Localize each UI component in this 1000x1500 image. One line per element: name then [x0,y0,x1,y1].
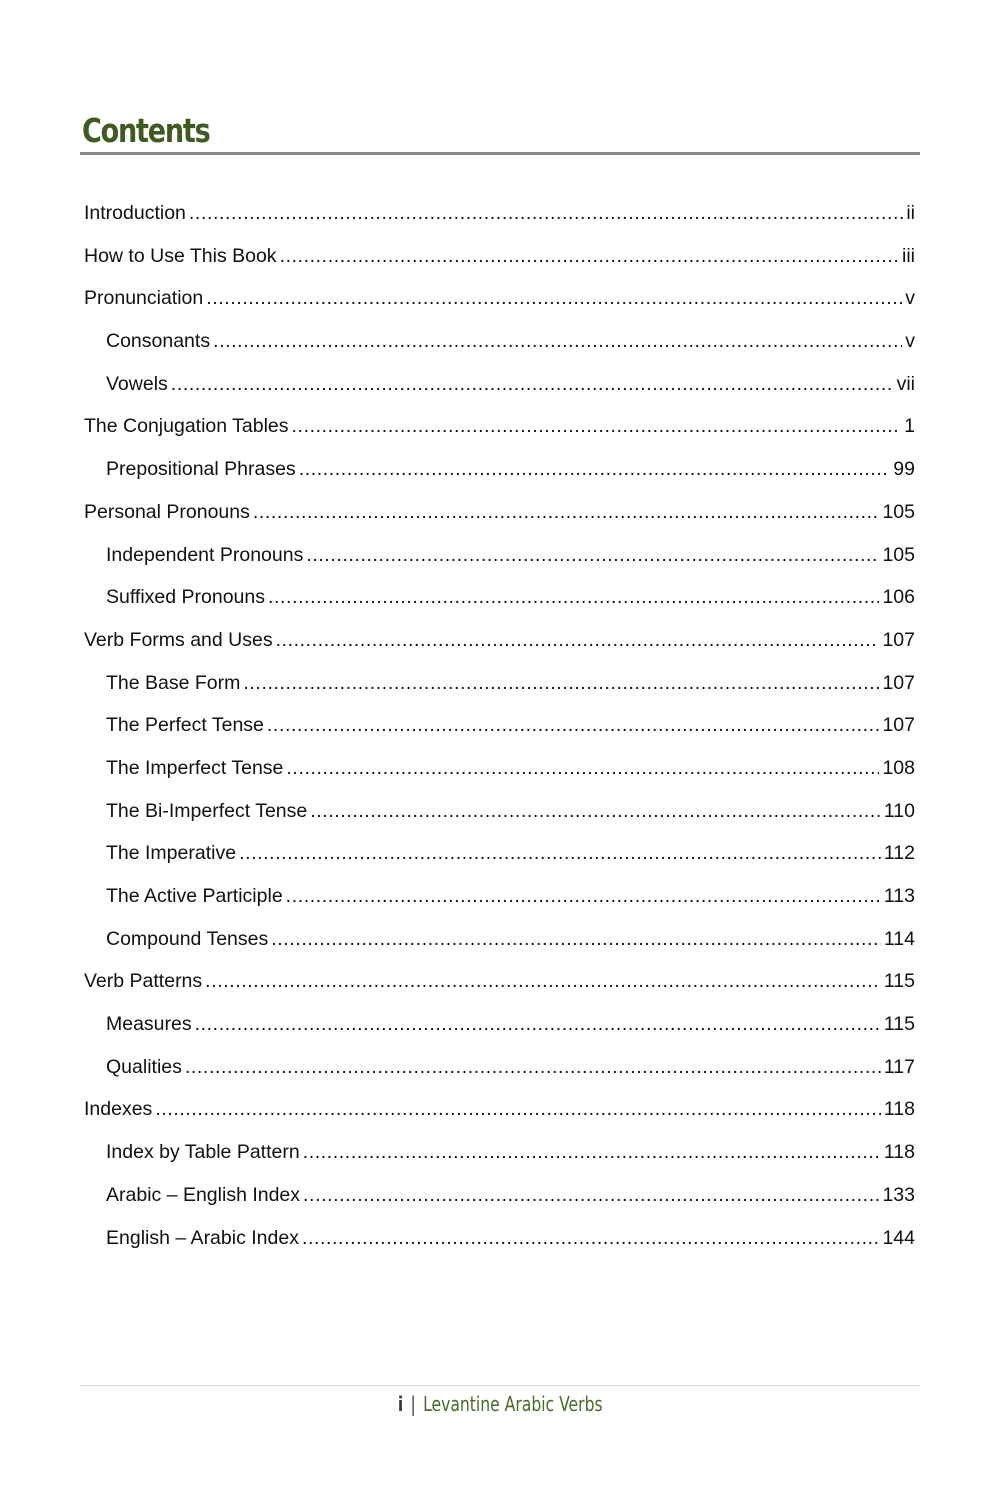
toc-entry[interactable] [84,320,915,363]
toc-entry-page-number: 105 [882,500,915,523]
toc-dot-leader [239,832,881,875]
toc-entry[interactable] [84,1131,915,1174]
toc-entry-page-number: 112 [883,842,915,865]
footer-page-number: i [397,1392,403,1416]
toc-entry[interactable] [84,960,915,1003]
toc-entry-page-number: 115 [883,1013,915,1036]
toc-entry-page-number: 108 [882,756,915,779]
toc-dot-leader [206,277,902,320]
toc-entry-page-number: v [905,330,915,353]
toc-dot-leader [306,534,879,577]
toc-entry[interactable] [84,918,915,961]
toc-entry[interactable] [84,1046,915,1089]
toc-entry-page-number: 1 [904,415,915,438]
toc-entry-label: Verb Forms and Uses [84,628,273,651]
toc-entry-page-number: 110 [883,799,915,822]
toc-entry[interactable] [84,405,915,448]
toc-entry[interactable] [84,491,915,534]
toc-entry[interactable] [84,363,915,406]
toc-dot-leader [286,875,881,918]
toc-entry-label: Verb Patterns [84,970,203,993]
toc-entry-page-number: 118 [883,1141,915,1164]
toc-entry-label: Prepositional Phrases [106,458,296,481]
toc-dot-leader [302,1217,880,1260]
toc-entry[interactable] [84,832,915,875]
toc-dot-leader [280,235,899,278]
toc-entry-page-number: 113 [883,885,915,907]
toc-entry-label: Suffixed Pronouns [106,586,265,609]
toc-dot-leader [171,363,894,406]
page-footer [0,1390,1000,1418]
toc-entry-label: Introduction [84,202,186,224]
toc-entry-label: Arabic – English Index [106,1183,301,1206]
toc-entry-label: Vowels [106,372,168,395]
toc-entry-page-number: ii [906,202,915,224]
toc-entry[interactable] [84,790,915,833]
toc-entry-page-number: 107 [882,714,915,737]
footer-divider [80,1385,920,1386]
toc-entry-page-number: 106 [882,586,915,609]
toc-entry[interactable] [84,448,915,491]
toc-entry-page-number: 114 [883,927,915,950]
title-divider [80,152,920,155]
toc-entry-label: The Active Participle [106,885,283,907]
toc-dot-leader [271,918,881,961]
toc-entry-page-number: v [905,287,915,310]
toc-entry[interactable] [84,1217,915,1260]
toc-entry-page-number: 107 [882,671,915,694]
toc-entry[interactable] [84,277,915,320]
toc-dot-leader [195,1003,881,1046]
toc-entry-label: English – Arabic Index [106,1226,299,1249]
toc-entry[interactable] [84,235,915,278]
toc-entry-page-number: 115 [883,970,915,993]
toc-dot-leader [286,747,879,790]
toc-entry-page-number: 105 [882,543,915,566]
toc-entry-label: Qualities [106,1055,182,1078]
footer-separator: | [410,1392,416,1416]
toc-entry-page-number: iii [902,244,915,267]
toc-dot-leader [205,960,881,1003]
toc-entry[interactable] [84,619,915,662]
toc-entry-label: Measures [106,1013,192,1036]
toc-entry-label: Pronunciation [84,287,204,310]
toc-entry-label: The Base Form [106,671,241,694]
toc-dot-leader [299,448,891,491]
toc-dot-leader [189,192,903,235]
toc-entry-page-number: vii [896,372,915,395]
toc-entry[interactable] [84,747,915,790]
toc-entry-label: Consonants [106,330,211,353]
toc-entry-page-number: 144 [882,1226,915,1249]
toc-entry-label: Indexes [84,1098,153,1121]
toc-dot-leader [213,320,902,363]
toc-dot-leader [303,1131,881,1174]
toc-entry-label: Personal Pronouns [84,500,250,523]
toc-entry[interactable] [84,875,915,918]
toc-dot-leader [310,790,881,833]
toc-entry-label: Compound Tenses [106,927,269,950]
toc-dot-leader [253,491,880,534]
toc-entry[interactable] [84,576,915,619]
toc-dot-leader [292,405,902,448]
toc-dot-leader [276,619,880,662]
toc-entry-label: The Imperfect Tense [106,756,284,779]
toc-entry[interactable] [84,192,915,235]
toc-entry-page-number: 99 [893,458,915,481]
toc-dot-leader [303,1174,879,1217]
toc-dot-leader [243,662,879,705]
footer-book-title: Levantine Arabic Verbs [422,1392,603,1416]
toc-dot-leader [268,576,879,619]
toc-entry-label: How to Use This Book [84,244,277,267]
toc-entry-page-number: 118 [883,1098,915,1121]
toc-dot-leader [155,1088,881,1131]
table-of-contents [84,192,915,1259]
toc-entry-page-number: 117 [883,1055,915,1078]
page-title: Contents [82,111,210,150]
toc-entry-page-number: 133 [882,1183,915,1206]
toc-entry[interactable] [84,1003,915,1046]
toc-entry-page-number: 107 [882,628,915,651]
toc-entry-label: The Conjugation Tables [84,415,289,438]
toc-entry-label: Independent Pronouns [106,543,304,566]
toc-entry[interactable] [84,662,915,705]
toc-entry[interactable] [84,534,915,577]
toc-dot-leader [267,704,880,747]
toc-entry[interactable] [84,1174,915,1217]
toc-entry-label: The Perfect Tense [106,714,264,737]
toc-entry[interactable] [84,704,915,747]
toc-entry-label: Index by Table Pattern [106,1141,300,1164]
toc-entry-label: The Bi-Imperfect Tense [106,799,308,822]
toc-dot-leader [185,1046,881,1089]
toc-entry[interactable] [84,1088,915,1131]
toc-entry-label: The Imperative [106,842,237,865]
